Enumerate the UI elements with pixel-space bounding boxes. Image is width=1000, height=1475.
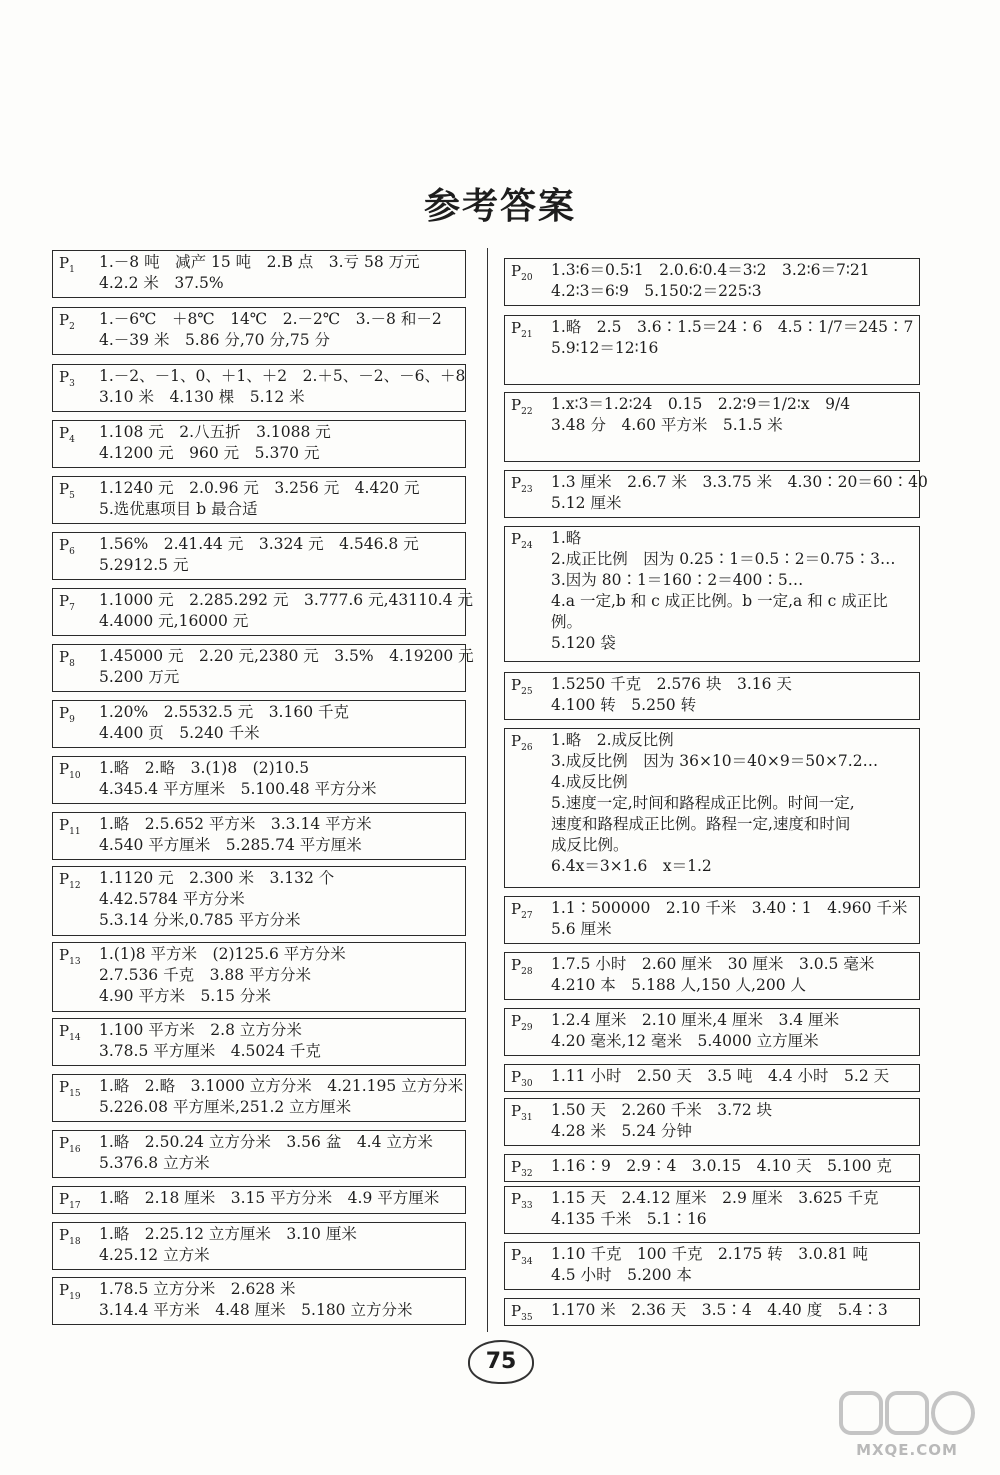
answer-box-p28 bbox=[504, 952, 920, 1000]
page-label-number: 32 bbox=[521, 1169, 533, 1179]
answer-line: 1.20% 2.5532.5 元 3.160 千克 bbox=[99, 703, 349, 721]
answer-line: 1.略 2.5 3.6∶1.5＝24∶6 4.5∶1/7＝245∶7 bbox=[551, 318, 914, 336]
answer-line: 4.－39 米 5.86 分,70 分,75 分 bbox=[99, 331, 331, 349]
page-label-number: 20 bbox=[521, 273, 533, 283]
answer-line: 1.10 千克 100 千克 2.175 转 3.0.81 吨 bbox=[551, 1245, 868, 1263]
page-label: $P_{33}$ bbox=[511, 1190, 533, 1211]
page-label: $P_{20}$ bbox=[511, 262, 533, 283]
answer-lines bbox=[99, 478, 459, 520]
page-label: $P_{27}$ bbox=[511, 900, 533, 921]
page-label: $P_{19}$ bbox=[59, 1281, 81, 1302]
answer-line: 3.78.5 平方厘米 4.5024 千克 bbox=[99, 1042, 321, 1060]
answer-box-p34 bbox=[504, 1242, 920, 1290]
answer-line: 4.1200 元 960 元 5.370 元 bbox=[99, 444, 320, 462]
answer-line: 1.5250 千克 2.576 块 3.16 天 bbox=[551, 675, 792, 693]
answer-line: 1.略 2.18 厘米 3.15 平方分米 4.9 平方厘米 bbox=[99, 1189, 440, 1207]
answer-line: 1.略 2.5.652 平方米 3.3.14 平方米 bbox=[99, 815, 372, 833]
answer-lines bbox=[551, 898, 913, 940]
answer-box-p13 bbox=[52, 942, 466, 1012]
page-label: $P_5$ bbox=[59, 480, 75, 501]
page-label-number: 21 bbox=[521, 330, 533, 340]
answer-lines bbox=[551, 1244, 913, 1286]
page-label-number: 10 bbox=[69, 771, 81, 781]
answer-lines bbox=[551, 1010, 913, 1052]
answer-box-p24 bbox=[504, 526, 920, 662]
watermark-text: MXQE.COM bbox=[856, 1441, 958, 1459]
watermark-logo-icon bbox=[837, 1389, 977, 1441]
answer-lines bbox=[99, 944, 459, 1007]
page-label: $P_{24}$ bbox=[511, 530, 533, 551]
answer-line: 1.78.5 立方分米 2.628 米 bbox=[99, 1280, 296, 1298]
answer-line: 1.3 厘米 2.6.7 米 3.3.75 米 4.30∶20＝60∶40 bbox=[551, 473, 928, 491]
page-label: $P_1$ bbox=[59, 254, 75, 275]
page-label-number: 15 bbox=[69, 1089, 81, 1099]
answer-box-p17 bbox=[52, 1186, 466, 1214]
answer-line: 4.2.2 米 37.5% bbox=[99, 274, 224, 292]
answer-line: 3.因为 80∶1＝160∶2＝400∶5… bbox=[551, 571, 804, 589]
page-label: $P_{34}$ bbox=[511, 1246, 533, 1267]
answer-line: 3.10 米 4.130 棵 5.12 米 bbox=[99, 388, 305, 406]
answer-lines bbox=[551, 1100, 913, 1142]
page-label: $P_9$ bbox=[59, 704, 75, 725]
page-label: $P_{30}$ bbox=[511, 1068, 533, 1089]
answer-box-p22 bbox=[504, 392, 920, 462]
page-label-number: 9 bbox=[69, 715, 75, 725]
page-label-number: 34 bbox=[521, 1257, 533, 1267]
answer-line: 5.12 厘米 bbox=[551, 494, 622, 512]
answer-lines bbox=[551, 954, 913, 996]
page-label: $P_7$ bbox=[59, 592, 75, 613]
page-title: 参考答案 bbox=[423, 186, 576, 227]
answer-lines bbox=[551, 472, 928, 514]
answer-line: 1.(1)8 平方米 (2)125.6 平方分米 bbox=[99, 945, 346, 963]
page-label-number: 22 bbox=[521, 407, 533, 417]
answer-lines bbox=[551, 674, 913, 716]
answer-box-p19 bbox=[52, 1277, 466, 1325]
answer-box-p32 bbox=[504, 1154, 920, 1182]
answer-line: 1.略 2.成反比例 bbox=[551, 731, 674, 749]
answer-box-p21 bbox=[504, 315, 920, 385]
answer-line: 1.50 天 2.260 千米 3.72 块 bbox=[551, 1101, 773, 1119]
page-label-number: 7 bbox=[69, 603, 75, 613]
answer-line: 1.2.4 厘米 2.10 厘米,4 厘米 3.4 厘米 bbox=[551, 1011, 840, 1029]
answer-line: 2.成正比例 因为 0.25∶1＝0.5∶2＝0.75∶3… bbox=[551, 550, 896, 568]
answer-lines bbox=[99, 1020, 459, 1062]
watermark bbox=[832, 1389, 982, 1469]
page-label: $P_{31}$ bbox=[511, 1102, 533, 1123]
answer-line: 2.7.536 千克 3.88 平方分米 bbox=[99, 966, 312, 984]
page-label-number: 27 bbox=[521, 911, 533, 921]
answer-lines bbox=[99, 534, 459, 576]
answer-lines bbox=[551, 317, 913, 359]
page-label-number: 19 bbox=[69, 1292, 81, 1302]
answer-lines bbox=[99, 646, 474, 688]
page-label-number: 8 bbox=[69, 659, 75, 669]
answer-line: 4.540 平方厘米 5.285.74 平方厘米 bbox=[99, 836, 362, 854]
answer-box-p6 bbox=[52, 532, 466, 580]
page-label: $P_{26}$ bbox=[511, 732, 533, 753]
answer-line: 4.210 本 5.188 人,150 人,200 人 bbox=[551, 976, 806, 994]
page-label: $P_{11}$ bbox=[59, 816, 81, 837]
answer-box-p12 bbox=[52, 866, 466, 936]
answer-line: 4.345.4 平方厘米 5.100.48 平方分米 bbox=[99, 780, 377, 798]
answer-line: 1.－8 吨 减产 15 吨 2.B 点 3.亏 58 万元 bbox=[99, 253, 420, 271]
answer-lines bbox=[551, 1066, 913, 1087]
answer-box-p27 bbox=[504, 896, 920, 944]
answer-line: 5.6 厘米 bbox=[551, 920, 612, 938]
answer-lines bbox=[99, 814, 459, 856]
answer-line: 5.选优惠项目 b 最合适 bbox=[99, 500, 258, 518]
answer-line: 1.100 平方米 2.8 立方分米 bbox=[99, 1021, 302, 1039]
answer-line: 5.2912.5 元 bbox=[99, 556, 189, 574]
answer-box-p2 bbox=[52, 307, 466, 355]
page-label: $P_{17}$ bbox=[59, 1190, 81, 1211]
answer-line: 4.2∶3＝6∶9 5.150∶2＝225∶3 bbox=[551, 282, 762, 300]
answer-line: 例。 bbox=[551, 613, 583, 631]
answer-box-p4 bbox=[52, 420, 466, 468]
answer-box-p20 bbox=[504, 258, 920, 306]
page-label: $P_4$ bbox=[59, 424, 75, 445]
answer-line: 6.4x＝3×1.6 x＝1.2 bbox=[551, 857, 712, 875]
answer-lines bbox=[551, 730, 913, 877]
answer-box-p23 bbox=[504, 470, 928, 518]
answer-line: 1.7.5 小时 2.60 厘米 30 厘米 3.0.5 毫米 bbox=[551, 955, 875, 973]
answer-line: 1.略 2.25.12 立方厘米 3.10 厘米 bbox=[99, 1225, 357, 1243]
page-label-number: 5 bbox=[69, 491, 75, 501]
column-divider bbox=[487, 248, 488, 1332]
answer-lines bbox=[99, 1279, 459, 1321]
answer-lines bbox=[99, 1076, 464, 1118]
answer-line: 1.x∶3＝1.2∶24 0.15 2.2∶9＝1/2∶x 9/4 bbox=[551, 395, 851, 413]
page-label-number: 13 bbox=[69, 957, 81, 967]
page-label: $P_2$ bbox=[59, 311, 75, 332]
page-label: $P_{21}$ bbox=[511, 319, 533, 340]
page-label: $P_8$ bbox=[59, 648, 75, 669]
answer-box-p16 bbox=[52, 1130, 466, 1178]
answer-line: 5.226.08 平方厘米,251.2 立方厘米 bbox=[99, 1098, 352, 1116]
answer-line: 1.略 bbox=[551, 529, 582, 547]
answer-lines bbox=[99, 702, 459, 744]
page-label-number: 17 bbox=[69, 1201, 81, 1211]
answer-line: 1.16∶9 2.9∶4 3.0.15 4.10 天 5.100 克 bbox=[551, 1157, 892, 1175]
answer-line: 4.4000 元,16000 元 bbox=[99, 612, 249, 630]
page-label-number: 2 bbox=[69, 322, 75, 332]
answer-line: 5.200 万元 bbox=[99, 668, 180, 686]
answer-line: 4.400 页 5.240 千米 bbox=[99, 724, 260, 742]
page-label: $P_{15}$ bbox=[59, 1078, 81, 1099]
answer-lines bbox=[99, 590, 474, 632]
page-label-number: 23 bbox=[521, 485, 533, 495]
answer-box-p11 bbox=[52, 812, 466, 860]
answer-line: 1.15 天 2.4.12 厘米 2.9 厘米 3.625 千克 bbox=[551, 1189, 879, 1207]
page-label-number: 6 bbox=[69, 547, 75, 557]
answer-line: 4.28 米 5.24 分钟 bbox=[551, 1122, 692, 1140]
page-label-number: 11 bbox=[69, 827, 81, 837]
page-label: $P_{10}$ bbox=[59, 760, 81, 781]
answer-box-p26 bbox=[504, 728, 920, 888]
answer-line: 4.90 平方米 5.15 分米 bbox=[99, 987, 271, 1005]
page-label: $P_{18}$ bbox=[59, 1226, 81, 1247]
page-label: $P_3$ bbox=[59, 368, 75, 389]
page-label-number: 18 bbox=[69, 1237, 81, 1247]
answer-line: 1.3∶6＝0.5∶1 2.0.6∶0.4＝3∶2 3.2∶6＝7∶21 bbox=[551, 261, 870, 279]
answer-box-p15 bbox=[52, 1074, 466, 1122]
answer-line: 3.48 分 4.60 平方米 5.1.5 米 bbox=[551, 416, 783, 434]
answer-line: 4.25.12 立方米 bbox=[99, 1246, 210, 1264]
answer-box-p1 bbox=[52, 250, 466, 298]
answer-line: 1.－6℃ ＋8℃ 14℃ 2.－2℃ 3.－8 和－2 bbox=[99, 310, 442, 328]
answer-box-p14 bbox=[52, 1018, 466, 1066]
answer-lines bbox=[99, 422, 459, 464]
answer-box-p33 bbox=[504, 1186, 920, 1234]
answer-line: 4.42.5784 平方分米 bbox=[99, 890, 245, 908]
page-label: $P_{22}$ bbox=[511, 396, 533, 417]
answer-line: 5.120 袋 bbox=[551, 634, 616, 652]
answer-line: 5.376.8 立方米 bbox=[99, 1154, 210, 1172]
page-label: $P_{12}$ bbox=[59, 870, 81, 891]
answer-lines bbox=[551, 394, 913, 436]
answer-line: 3.14.4 平方米 4.48 厘米 5.180 立方分米 bbox=[99, 1301, 413, 1319]
answer-line: 1.11 小时 2.50 天 3.5 吨 4.4 小时 5.2 天 bbox=[551, 1067, 890, 1085]
answer-line: 1.－2、－1、0、＋1、＋2 2.＋5、－2、－6、＋8 bbox=[99, 367, 466, 385]
answer-lines bbox=[99, 758, 459, 800]
answer-box-p7 bbox=[52, 588, 474, 636]
page-label: $P_{25}$ bbox=[511, 676, 533, 697]
page-label: $P_{32}$ bbox=[511, 1158, 533, 1179]
page-label: $P_{14}$ bbox=[59, 1022, 81, 1043]
answer-lines bbox=[551, 1156, 913, 1177]
answer-line: 1.108 元 2.八五折 3.1088 元 bbox=[99, 423, 331, 441]
answer-line: 4.100 转 5.250 转 bbox=[551, 696, 697, 714]
page-label-number: 31 bbox=[521, 1113, 533, 1123]
page-label: $P_{23}$ bbox=[511, 474, 533, 495]
page-label: $P_6$ bbox=[59, 536, 75, 557]
answer-line: 4.5 小时 5.200 本 bbox=[551, 1266, 692, 1284]
page-label-number: 25 bbox=[521, 687, 533, 697]
answer-lines bbox=[551, 260, 913, 302]
answer-box-p30 bbox=[504, 1064, 920, 1092]
answer-line: 1.1240 元 2.0.96 元 3.256 元 4.420 元 bbox=[99, 479, 420, 497]
answer-lines bbox=[99, 1132, 459, 1174]
answer-lines bbox=[99, 868, 459, 931]
answer-line: 5.3.14 分米,0.785 平方分米 bbox=[99, 911, 301, 929]
page-number: 75 bbox=[468, 1340, 534, 1384]
answer-line: 1.1000 元 2.285.292 元 3.777.6 元,43110.4 元 bbox=[99, 591, 474, 609]
answer-box-p10 bbox=[52, 756, 466, 804]
answer-lines bbox=[99, 1188, 459, 1209]
answer-line: 5.9∶12＝12∶16 bbox=[551, 339, 659, 357]
answer-line: 1.45000 元 2.20 元,2380 元 3.5% 4.19200 元 bbox=[99, 647, 474, 665]
answer-line: 1.略 2.略 3.(1)8 (2)10.5 bbox=[99, 759, 310, 777]
page-label-number: 28 bbox=[521, 967, 533, 977]
page-label: $P_{35}$ bbox=[511, 1302, 533, 1323]
answer-line: 1.略 2.50.24 立方分米 3.56 盆 4.4 立方米 bbox=[99, 1133, 433, 1151]
page-label-number: 1 bbox=[69, 265, 75, 275]
page-label-number: 3 bbox=[69, 379, 75, 389]
answer-box-p35 bbox=[504, 1298, 920, 1326]
page-label-number: 33 bbox=[521, 1201, 533, 1211]
answer-box-p31 bbox=[504, 1098, 920, 1146]
answer-lines bbox=[551, 1300, 913, 1321]
answer-box-p25 bbox=[504, 672, 920, 720]
page-label-number: 14 bbox=[69, 1033, 81, 1043]
answer-line: 1.170 米 2.36 天 3.5∶4 4.40 度 5.4∶3 bbox=[551, 1301, 888, 1319]
page-label-number: 35 bbox=[521, 1313, 533, 1323]
answer-box-p29 bbox=[504, 1008, 920, 1056]
page-label-number: 30 bbox=[521, 1079, 533, 1089]
answer-line: 3.成反比例 因为 36×10＝40×9＝50×7.2… bbox=[551, 752, 879, 770]
answer-box-p5 bbox=[52, 476, 466, 524]
answer-line: 4.a 一定,b 和 c 成正比例。b 一定,a 和 c 成正比 bbox=[551, 592, 888, 610]
answer-box-p8 bbox=[52, 644, 474, 692]
answer-line: 4.成反比例 bbox=[551, 773, 628, 791]
answer-line: 速度和路程成正比例。路程一定,速度和时间 bbox=[551, 815, 851, 833]
answer-box-p9 bbox=[52, 700, 466, 748]
answer-lines bbox=[99, 366, 466, 408]
answer-lines bbox=[99, 309, 459, 351]
answer-line: 成反比例。 bbox=[551, 836, 629, 854]
page-label-number: 12 bbox=[69, 881, 81, 891]
answer-line: 4.135 千米 5.1∶16 bbox=[551, 1210, 707, 1228]
answer-lines bbox=[551, 1188, 913, 1230]
page-label: $P_{29}$ bbox=[511, 1012, 533, 1033]
page-label-number: 26 bbox=[521, 743, 533, 753]
answer-lines bbox=[551, 528, 913, 654]
page-label: $P_{13}$ bbox=[59, 946, 81, 967]
page-label-number: 29 bbox=[521, 1023, 533, 1033]
answer-line: 4.20 毫米,12 毫米 5.4000 立方厘米 bbox=[551, 1032, 819, 1050]
answer-line: 5.速度一定,时间和路程成正比例。时间一定, bbox=[551, 794, 855, 812]
answer-line: 1.1∶500000 2.10 千米 3.40∶1 4.960 千米 bbox=[551, 899, 908, 917]
page-label-number: 4 bbox=[69, 435, 75, 445]
answer-line: 1.1120 元 2.300 米 3.132 个 bbox=[99, 869, 335, 887]
page-label: $P_{28}$ bbox=[511, 956, 533, 977]
answer-box-p18 bbox=[52, 1222, 466, 1270]
page-label: $P_{16}$ bbox=[59, 1134, 81, 1155]
answer-box-p3 bbox=[52, 364, 466, 412]
answer-lines bbox=[99, 1224, 459, 1266]
page-label-number: 24 bbox=[521, 541, 533, 551]
answer-lines bbox=[99, 252, 459, 294]
answer-line: 1.56% 2.41.44 元 3.324 元 4.546.8 元 bbox=[99, 535, 419, 553]
answer-line: 1.略 2.略 3.1000 立方分米 4.21.195 立方分米 bbox=[99, 1077, 464, 1095]
page-label-number: 16 bbox=[69, 1145, 81, 1155]
